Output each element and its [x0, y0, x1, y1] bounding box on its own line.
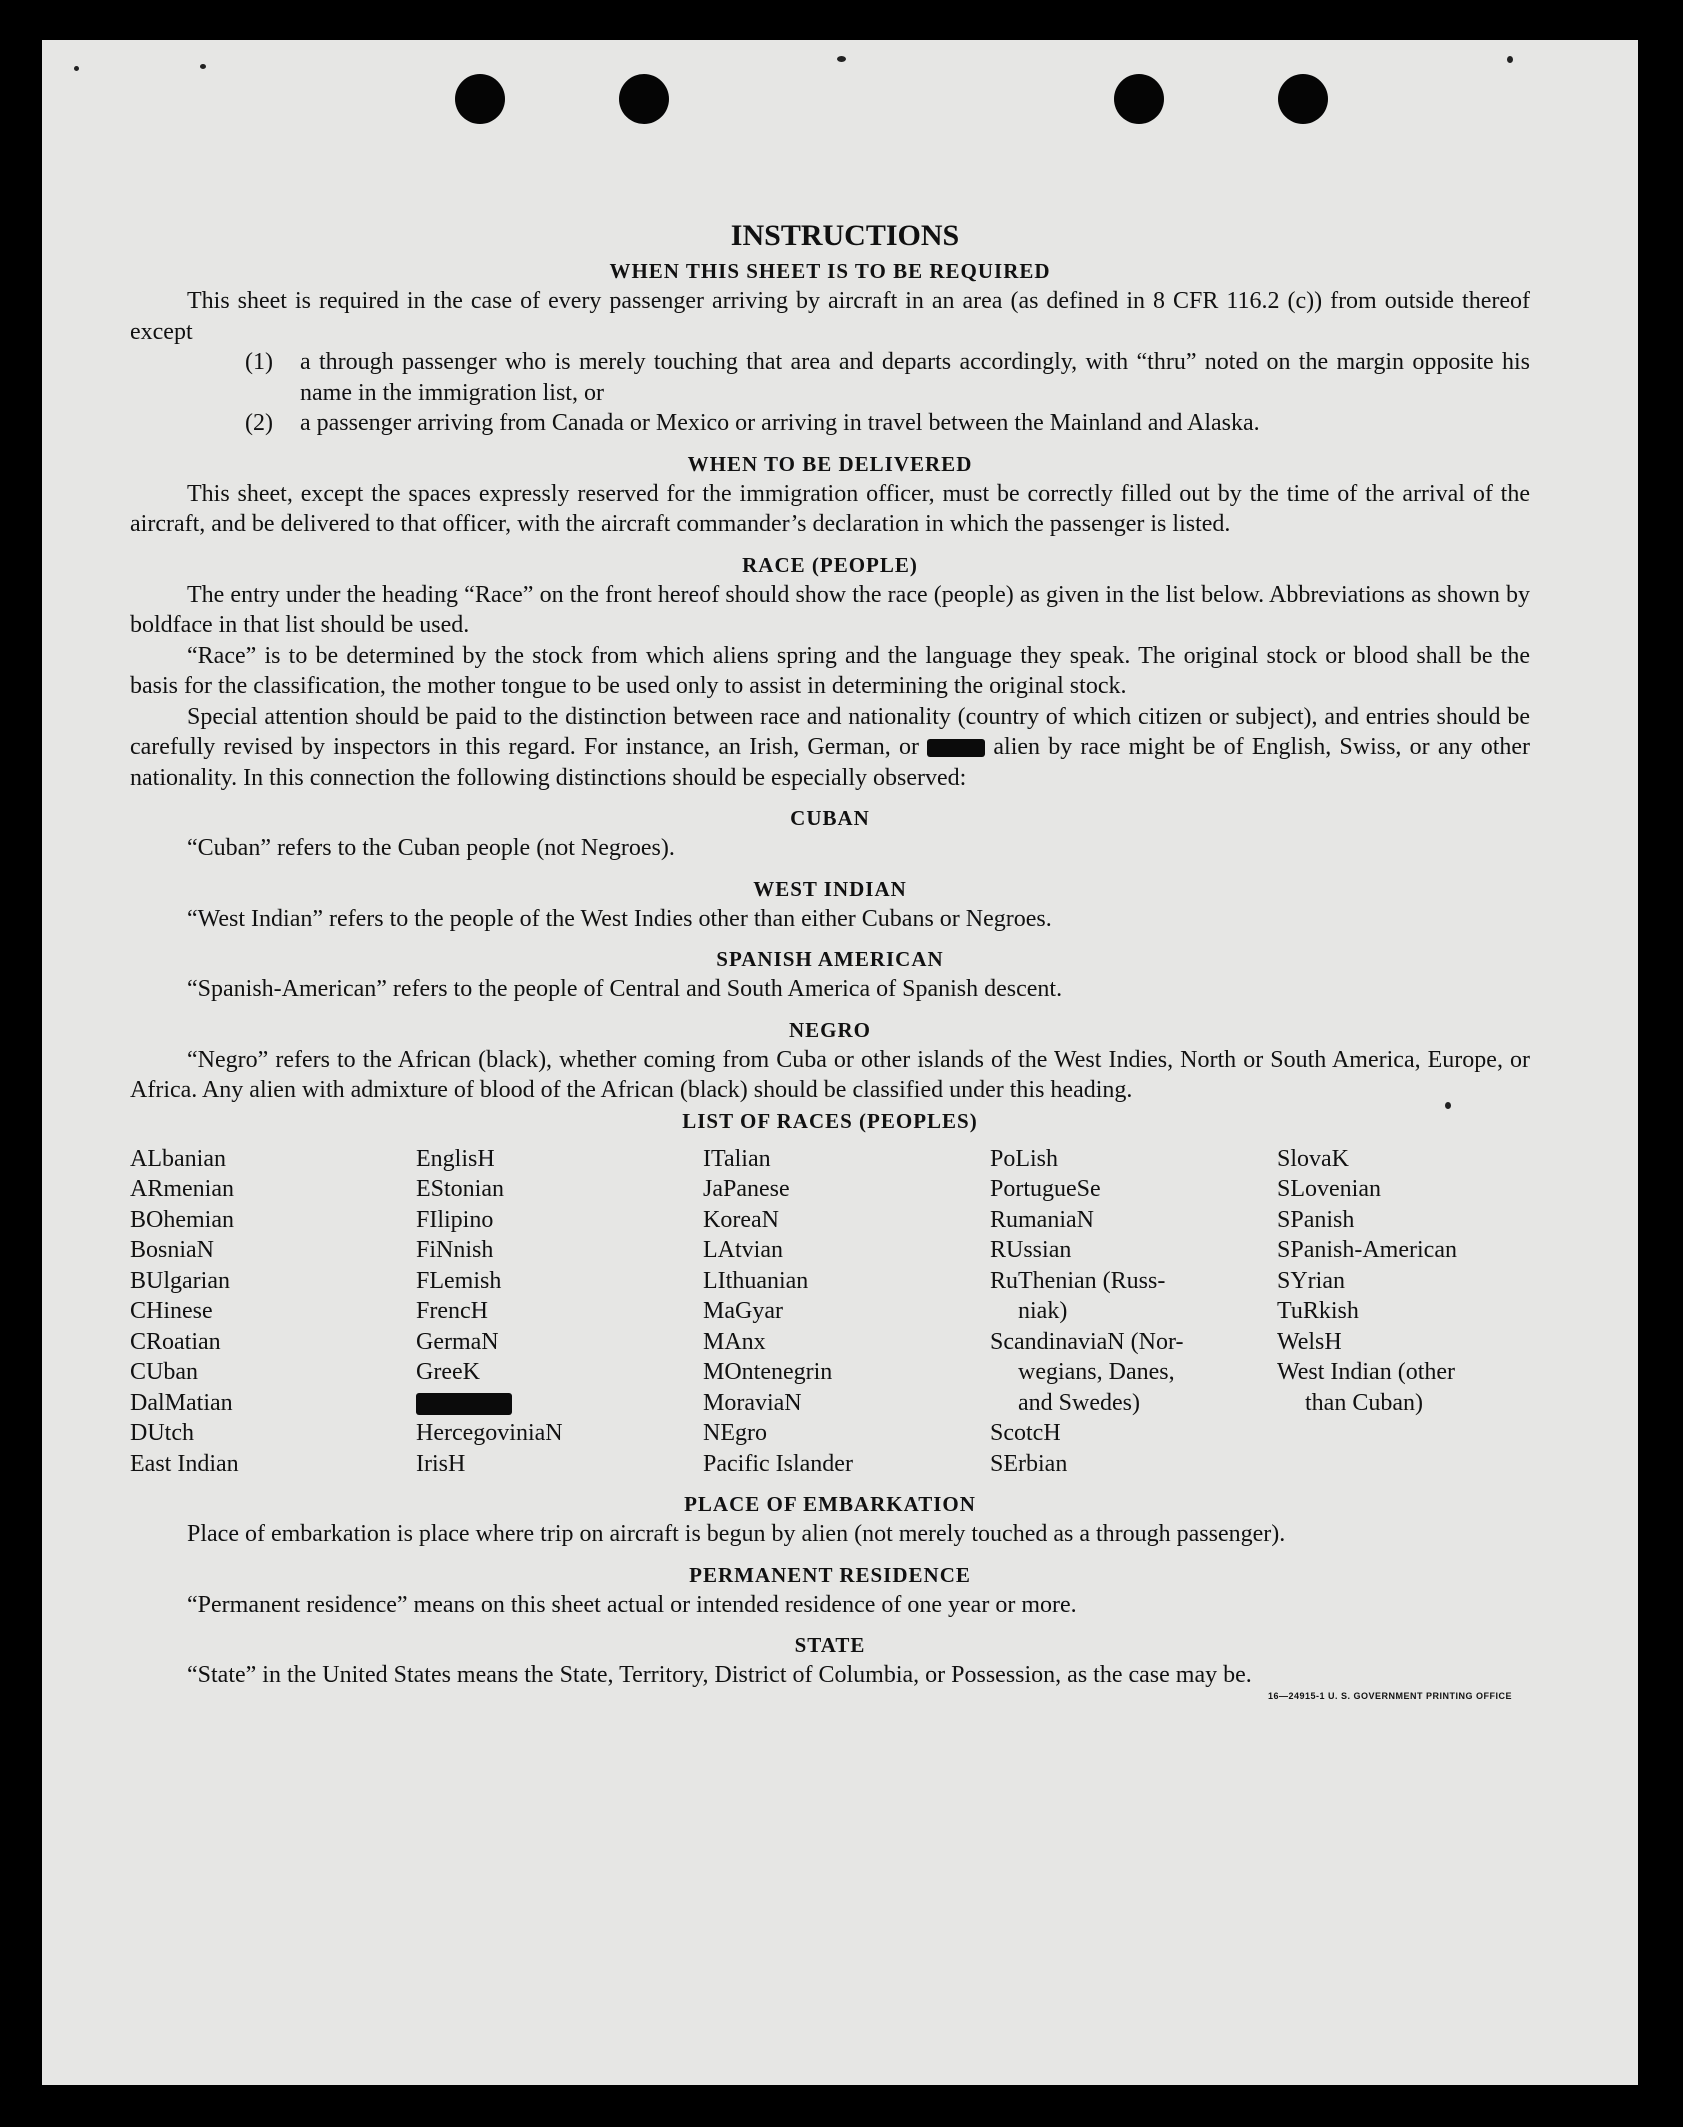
- negro-text: “Negro” refers to the African (black), whether coming from Cuba or other islands of the West Indies, North or South America, Europe, or Africa. Any alien with admixture of blood of the African (black) should be classified under this heading.: [130, 1046, 1530, 1103]
- heading-required: WHEN THIS SHEET IS TO BE REQUIRED: [609, 259, 1051, 283]
- race-entry: West Indian (other than Cuban): [1277, 1359, 1456, 1416]
- race-entry: KoreaN: [703, 1206, 779, 1233]
- speck: [200, 64, 206, 69]
- race-entry: MoraviaN: [703, 1389, 802, 1416]
- punch-hole: [1278, 74, 1328, 124]
- race-entry: ITalian: [703, 1145, 771, 1172]
- race-entry: SPanish: [1277, 1206, 1355, 1233]
- race-entry: RumaniaN: [990, 1206, 1094, 1233]
- west-indian-text: “West Indian” refers to the people of the West Indies other than either Cubans or Negroes.: [187, 905, 1052, 932]
- residence-text: “Permanent residence” means on this sheet actual or intended residence of one year or more.: [187, 1591, 1077, 1618]
- heading-residence: PERMANENT RESIDENCE: [689, 1562, 971, 1587]
- heading-spanish-american: SPANISH AMERICAN: [716, 947, 944, 971]
- document-page: [42, 40, 1638, 2085]
- race-entry: SlovaK: [1277, 1145, 1349, 1172]
- race-entry: Pacific Islander: [703, 1450, 853, 1477]
- races-column: [130, 1144, 416, 1480]
- punch-hole: [1114, 74, 1164, 124]
- heading-embarkation: PLACE OF EMBARKATION: [684, 1492, 976, 1516]
- race-entry: GreeK: [416, 1359, 480, 1385]
- race-entry: EStonian: [416, 1176, 504, 1202]
- redaction-mark: [416, 1393, 512, 1415]
- race-entry: FrencH: [416, 1298, 488, 1324]
- race-entry: JaPanese: [703, 1176, 790, 1202]
- race-entry: RUssian: [990, 1237, 1072, 1263]
- race-entry: SLovenian: [1277, 1176, 1381, 1202]
- race-entry: IrisH: [416, 1450, 466, 1477]
- heading-list-of-races: LIST OF RACES (PEOPLES): [682, 1108, 978, 1133]
- race-paragraph-1: The entry under the heading “Race” on the front hereof should show the race (people) as given in the list below. Abbreviations as shown by boldface in that list should be used.: [130, 581, 1530, 638]
- races-column: [416, 1144, 703, 1480]
- race-entry: SYrian: [1277, 1267, 1345, 1294]
- race-entry: CRoatian: [130, 1328, 221, 1355]
- race-entry: FLemish: [416, 1267, 502, 1294]
- race-entry: ALbanian: [130, 1145, 226, 1172]
- race-entry: WelsH: [1277, 1328, 1342, 1355]
- races-column: [703, 1144, 990, 1480]
- race-entry: FiNnish: [416, 1237, 494, 1263]
- page-title: INSTRUCTIONS: [730, 219, 960, 252]
- heading-west-indian: WEST INDIAN: [753, 876, 907, 901]
- delivered-text: This sheet, except the spaces expressly reserved for the immigration officer, must be correctly filled out by the time of the arrival of the aircraft, and be delivered to that officer, with the aircraft commander’s declaration in which the passenger is listed.: [130, 480, 1530, 537]
- race-entry: [416, 1388, 703, 1419]
- race-entry: RuThenian (Russ- niak): [990, 1267, 1166, 1324]
- race-entry: ARmenian: [130, 1176, 234, 1202]
- race-entry: SErbian: [990, 1450, 1068, 1477]
- embarkation-text: Place of embarkation is place where trip on aircraft is begun by alien (not merely touched as a through passenger).: [187, 1521, 1286, 1547]
- race-entry: MaGyar: [703, 1298, 783, 1324]
- race-entry: LAtvian: [703, 1237, 783, 1263]
- required-intro: This sheet is required in the case of every passenger arriving by aircraft in an area (as defined in 8 CFR 116.2 (c)) from outside thereof except: [130, 288, 1530, 345]
- race-entry: MAnx: [703, 1328, 766, 1355]
- race-entry: BosniaN: [130, 1237, 214, 1263]
- races-column: [990, 1144, 1277, 1480]
- race-entry: DalMatian: [130, 1389, 233, 1416]
- speck: [1507, 56, 1513, 63]
- item-text: a through passenger who is merely touching that area and departs accordingly, with “thru” noted on the margin opposite his name in the immigration list, or: [300, 349, 1530, 406]
- cuban-text: “Cuban” refers to the Cuban people (not Negroes).: [187, 835, 675, 861]
- race-entry: ScotcH: [990, 1420, 1061, 1446]
- race-entry: East Indian: [130, 1450, 239, 1477]
- race-entry: CUban: [130, 1359, 198, 1385]
- speck: [837, 56, 846, 62]
- item-number: (2): [245, 410, 273, 436]
- race-entry: ScandinaviaN (Nor- wegians, Danes, and Swedes): [990, 1328, 1184, 1416]
- race-entry: DUtch: [130, 1420, 194, 1446]
- printer-imprint: 16—24915-1 U. S. GOVERNMENT PRINTING OFFICE: [1267, 1690, 1512, 1701]
- race-entry: SPanish-American: [1277, 1237, 1457, 1263]
- spanish-american-text: “Spanish-American” refers to the people of Central and South America of Spanish descent.: [187, 976, 1063, 1002]
- heading-negro: NEGRO: [788, 1017, 871, 1042]
- races-list: [130, 1144, 1530, 1480]
- punch-hole: [619, 74, 669, 124]
- race-entry: HercegoviniaN: [416, 1420, 563, 1446]
- race-entry: EnglisH: [416, 1145, 495, 1172]
- race-entry: BOhemian: [130, 1206, 234, 1233]
- heading-state: STATE: [794, 1633, 866, 1657]
- races-column: [1277, 1144, 1564, 1480]
- race-entry: TuRkish: [1277, 1298, 1359, 1324]
- heading-race: RACE (PEOPLE): [742, 552, 918, 577]
- race-entry: FIlipino: [416, 1206, 494, 1233]
- exception-item: [245, 408, 1530, 439]
- race-entry: MOntenegrin: [703, 1359, 833, 1385]
- heading-cuban: CUBAN: [790, 806, 870, 830]
- exception-item: [245, 347, 1530, 408]
- speck: [74, 66, 79, 71]
- race-paragraph-3-start: Special attention should be paid to the distinction between race and nationality (country of which citizen or subject), and entries should be carefully revised by inspectors in this regard. For instance, an Irish, German, or: [130, 703, 1530, 760]
- race-entry: NEgro: [703, 1420, 767, 1446]
- heading-delivered: WHEN TO BE DELIVERED: [687, 451, 973, 476]
- race-entry: GermaN: [416, 1328, 499, 1355]
- race-entry: BUlgarian: [130, 1267, 230, 1294]
- race-paragraph-3: [130, 702, 1530, 794]
- instructions-text: [130, 218, 1530, 1711]
- item-number: (1): [245, 349, 273, 375]
- state-text: “State” in the United States means the State, Territory, District of Columbia, or Possession, as the case may be.: [187, 1662, 1252, 1688]
- race-entry: PoLish: [990, 1145, 1059, 1172]
- race-entry: PortugueSe: [990, 1176, 1101, 1202]
- race-entry: LIthuanian: [703, 1267, 809, 1294]
- race-paragraph-3-end: alien by race might be of English, Swiss, or any other nationality. In this connection the following distinctions should be especially observed:: [130, 734, 1531, 791]
- punch-hole: [455, 74, 505, 124]
- redaction-mark: [927, 739, 985, 757]
- item-text: a passenger arriving from Canada or Mexico or arriving in travel between the Mainland and Alaska.: [300, 410, 1260, 436]
- race-entry: CHinese: [130, 1298, 213, 1324]
- race-paragraph-2: “Race” is to be determined by the stock from which aliens spring and the language they speak. The original stock or blood shall be the basis for the classification, the mother tongue to be used only to assist in determining the original stock.: [130, 642, 1530, 699]
